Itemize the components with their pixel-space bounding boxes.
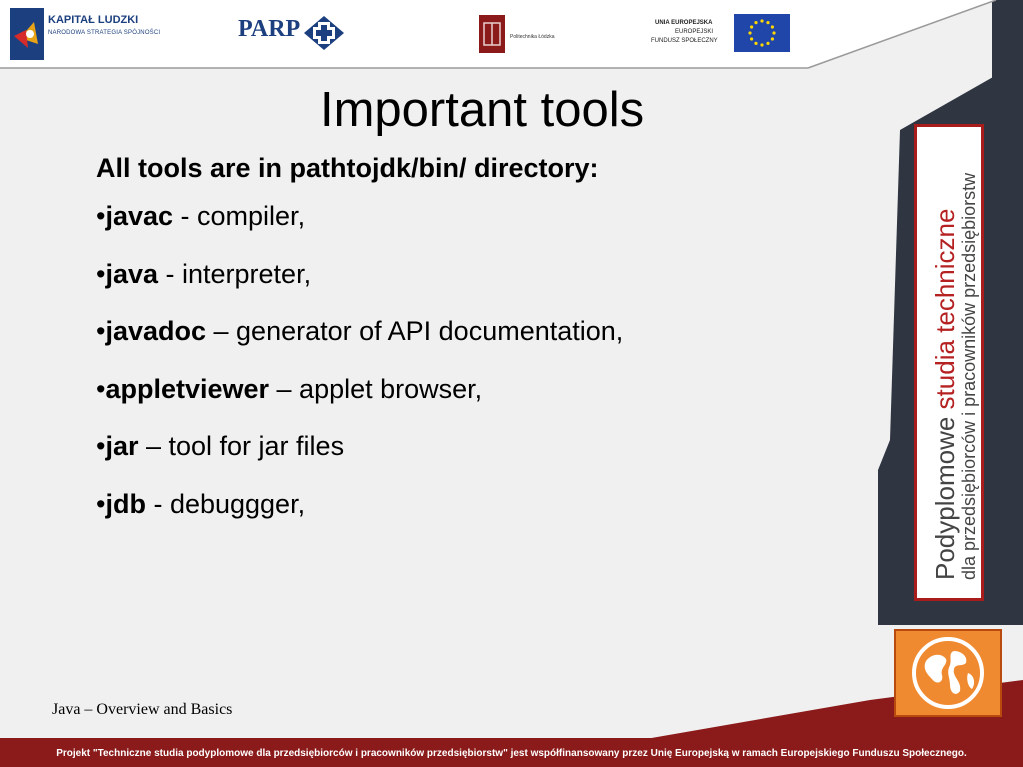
eu-flag-icon <box>734 14 790 52</box>
tool-description: - interpreter, <box>158 258 312 289</box>
parp-logo-icon <box>304 16 344 50</box>
kapital-ludzki-subtitle: NARODOWA STRATEGIA SPÓJNOŚCI <box>48 30 161 36</box>
program-subtitle: dla przedsiębiorców i pracowników przedsiębiorstw <box>959 172 979 580</box>
tool-description: – applet browser, <box>269 373 483 404</box>
list-item <box>96 254 856 312</box>
list-item <box>96 369 856 427</box>
tool-description: – generator of API documentation, <box>206 316 624 346</box>
tool-name: jdb <box>105 488 146 519</box>
program-title-part1: Podyplomowe <box>930 409 960 580</box>
slide-content <box>96 150 856 541</box>
program-title-part2: studia techniczne <box>930 208 960 410</box>
tool-description: – tool for jar files <box>138 431 345 461</box>
funding-disclaimer: Projekt "Techniczne studia podyplomowe dla przedsiębiorców i pracowników przedsiębiorstw" jest współfinansowany przez Unię Europejską w ramach Europejskiego Funduszu Społecznego. <box>56 748 967 759</box>
tool-name: java <box>105 258 159 289</box>
globe-logo <box>894 629 1002 717</box>
tool-name: javadoc <box>105 316 207 346</box>
politechnika-lodzka-logo-icon <box>479 15 505 53</box>
header-logos <box>0 0 1023 68</box>
program-banner-text <box>931 173 979 580</box>
bullet-mark: • <box>96 373 106 404</box>
footer-note: Java – Overview and Basics <box>52 701 233 718</box>
bullet-mark: • <box>96 316 106 346</box>
content-heading: All tools are in pathtojdk/bin/ directory: <box>96 153 599 183</box>
globe-icon <box>896 631 1000 715</box>
bullet-mark: • <box>96 258 106 289</box>
tool-description: - compiler, <box>173 201 306 231</box>
ue-label-line3: FUNDUSZ SPOŁECZNY <box>651 38 718 44</box>
ue-label-line1: UNIA EUROPEJSKA <box>655 20 713 26</box>
bullet-mark: • <box>96 488 106 519</box>
tool-name: javac <box>105 201 174 231</box>
politechnika-lodzka-label: Politechnika Łódzka <box>510 34 555 40</box>
program-title <box>931 173 959 580</box>
bullet-mark: • <box>96 201 106 231</box>
slide-title: Important tools <box>320 83 645 137</box>
list-item <box>96 311 856 369</box>
list-item <box>96 426 856 484</box>
bullet-mark: • <box>96 431 106 461</box>
list-item <box>96 484 856 542</box>
tool-description: - debuggger, <box>145 488 306 519</box>
ue-label-line2: EUROPEJSKI <box>675 29 714 35</box>
tool-name: jar <box>105 431 139 461</box>
parp-logo-text: PARP <box>238 16 301 42</box>
list-item <box>96 196 856 254</box>
tool-name: appletviewer <box>105 373 270 404</box>
kapital-ludzki-title: KAPITAŁ LUDZKI <box>48 14 139 26</box>
